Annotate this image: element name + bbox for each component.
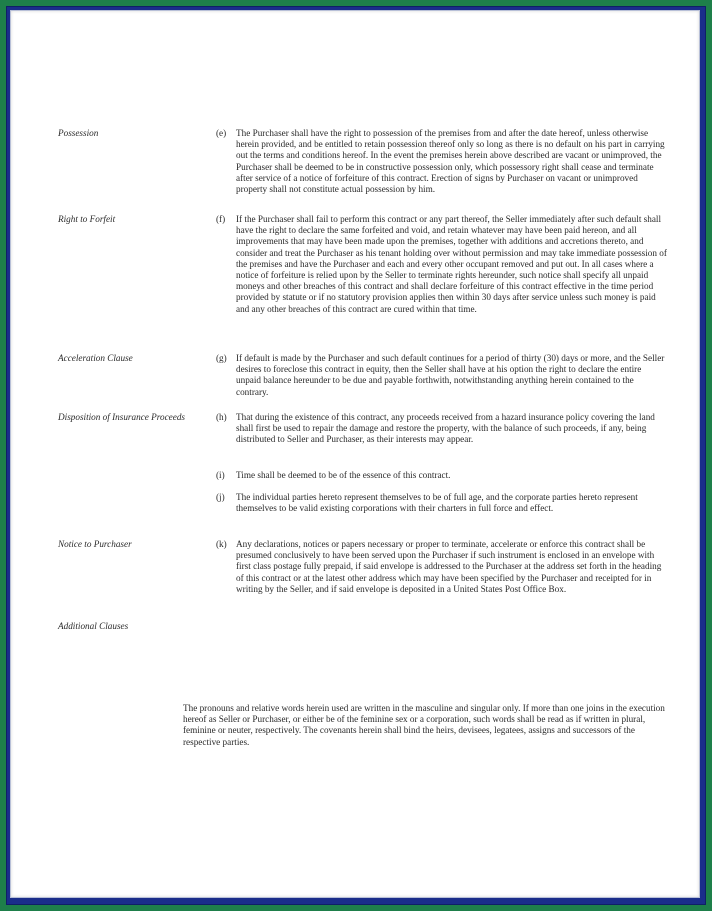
clause-number: (j) — [216, 492, 225, 502]
clause-text: The Purchaser shall have the right to possession of the premises from and after the date hereof, unless otherwise herein provided, and be entitled to retain possession thereof only so long as there is no default on his part in carrying out the terms and conditions hereof. In the event the premises herein above described are vacant or unimproved, the Purchaser shall be deemed to be in constructive possession only, which possessory right shall cease and terminate after service of a notice of forfeiture of this contract. Erection of signs by Purchaser on vacant or unimproved property shall not constitute actual possession by him. — [236, 128, 665, 195]
clause-number: (e) — [216, 128, 227, 138]
clause-number: (h) — [216, 412, 227, 422]
clause-number: (k) — [216, 539, 227, 549]
clause-label: Acceleration Clause — [58, 353, 133, 363]
clause-number: (f) — [216, 214, 226, 224]
clause-text: If default is made by the Purchaser and such default continues for a period of thirty (30) days or more, and the Seller desires to foreclose this contract in equity, then the Seller shall have at his option the right to declare the entire unpaid balance hereunder to be due and payable forthwith, notwithstanding anything herein contained to the contrary. — [236, 353, 665, 397]
footer-paragraph: The pronouns and relative words herein used are written in the masculine and singular only. If more than one joins in the execution hereof as Seller or Purchaser, or either be of the feminine sex or a corporation, such words shall be read as if written in plural, feminine or neuter, respectively. The covenants herein shall bind the heirs, devisees, legatees, assigns and successors of the respective parties. — [183, 703, 665, 747]
clause-label: Possession — [58, 128, 99, 138]
clause-text: Any declarations, notices or papers necessary or proper to terminate, accelerate or enforce this contract shall be presumed conclusively to have been served upon the Purchaser if such instrument is enclosed in an envelope with first class postage fully prepaid, if said envelope is addressed to the Purchaser at the address set forth in the heading of this contract or at the latest other address which may have been specified by the Purchaser and receipted for in writing by the Seller, and if said envelope is deposited in a United States Post Office Box. — [236, 539, 662, 594]
clause-label: Notice to Purchaser — [58, 539, 132, 549]
clause-label: Right to Forfeit — [58, 214, 116, 224]
document-page — [10, 10, 700, 898]
clause-label: Additional Clauses — [58, 621, 129, 631]
clause-text: That during the existence of this contract, any proceeds received from a hazard insurance policy covering the land shall first be used to repair the damage and restore the property, with the balance of such proceeds, if any, being distributed to Seller and Purchaser, as their interests may appear. — [236, 412, 655, 445]
clause-text: If the Purchaser shall fail to perform this contract or any part thereof, the Seller immediately after such default shall have the right to declare the same forfeited and void, and retain whatever may have been paid hereon, and all improvements that may have been made upon the premises, together with additions and accretions thereto, and consider and treat the Purchaser as his tenant holding over without permission and may take immediate possession of the premises and have the Purchaser and each and every other occupant removed and put out. In all cases where a notice of forfeiture is relied upon by the Seller to terminate rights hereunder, such notice shall specify all unpaid moneys and other breaches of this contract and shall declare forfeiture of this contract effective in the time period provided by statute or if no statutory provision applies then within 30 days after service unless such money is paid and any other breaches of this contract are cured within that time. — [236, 214, 667, 314]
clause-label: Disposition of Insurance Proceeds — [58, 412, 185, 422]
clause-text: The individual parties hereto represent themselves to be of full age, and the corporate parties hereto represent themselves to be valid existing corporations with their charters in full force and effect. — [236, 492, 638, 514]
clause-number: (i) — [216, 470, 225, 480]
clause-number: (g) — [216, 353, 227, 363]
clause-text: Time shall be deemed to be of the essence of this contract. — [236, 470, 451, 480]
